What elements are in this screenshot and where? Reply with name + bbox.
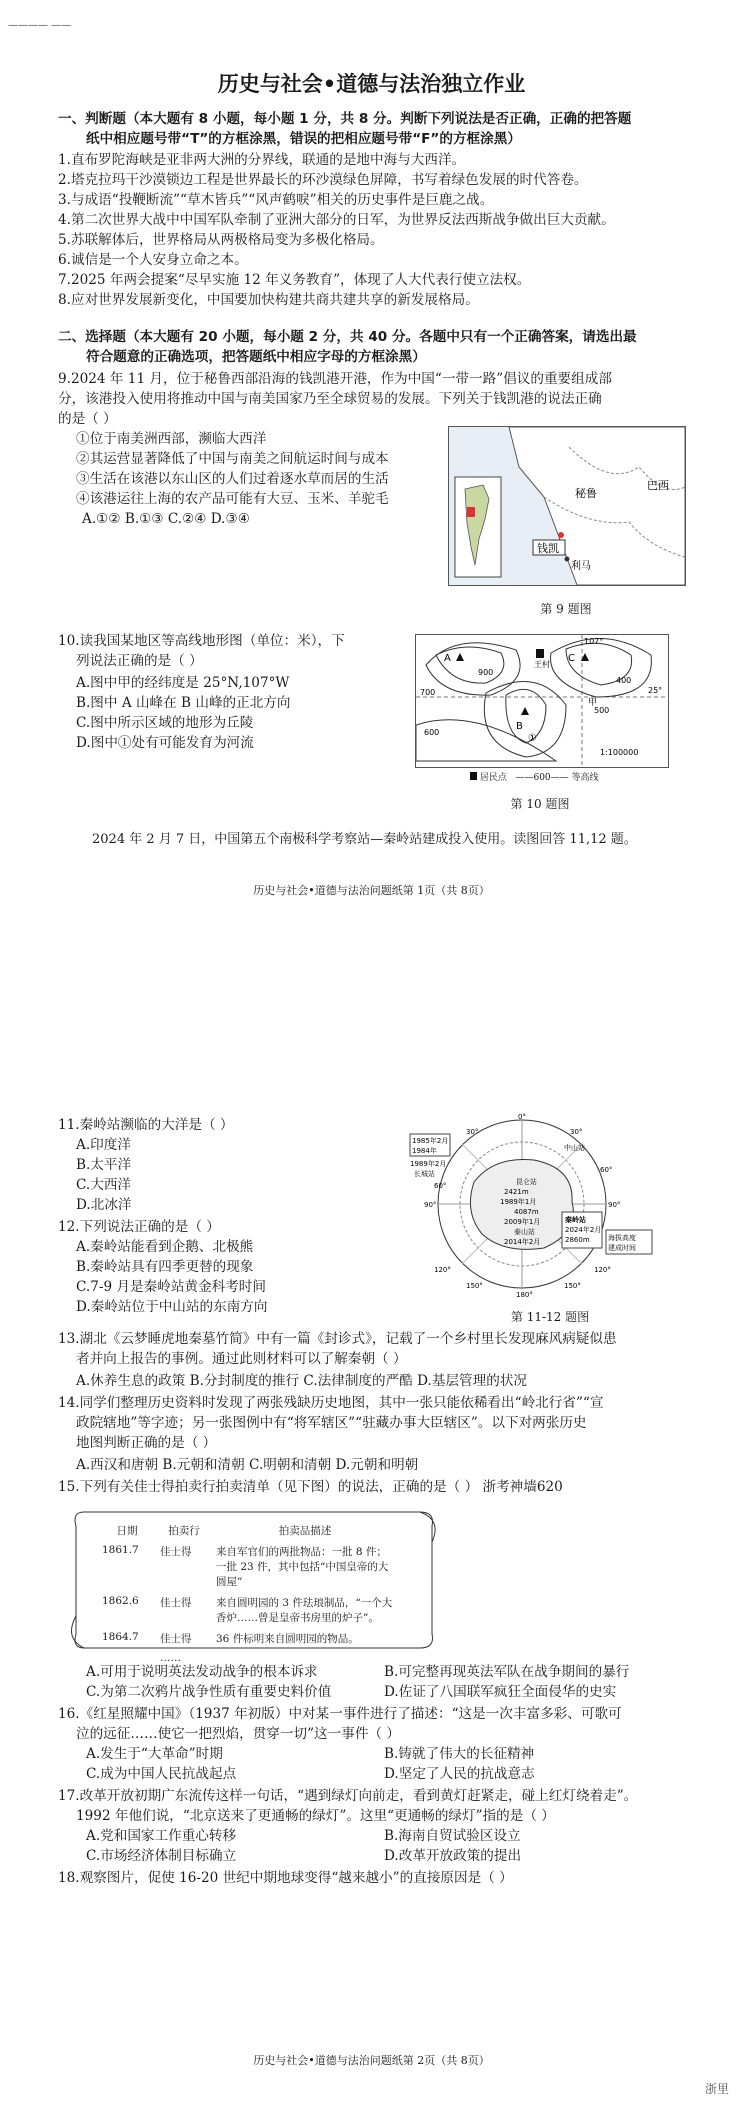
ant-label-9: 4087m (514, 1208, 539, 1216)
q15-options-row2 (86, 1683, 686, 1703)
ant-label-1: 1985年2月 (412, 1137, 449, 1145)
ant-label-6: 昆仑站 (516, 1178, 537, 1186)
q10-c700: 700 (420, 688, 436, 697)
ant-label-5: 中山站 (564, 1144, 585, 1152)
antarctic-map (404, 1112, 654, 1298)
q14-choices: A.西汉和唐朝 B.元朝和清朝 C.明朝和清朝 D.元朝和明朝 (76, 1457, 419, 1473)
q9-map-chancay: 钱凯 (537, 542, 559, 555)
q12-option-a: A.秦岭站能看到企鹅、北极熊 (76, 1239, 254, 1255)
q16-stem-line2: 泣的远征……使它一把烈焰，贯穿一切”这一事件（ ） (76, 1726, 400, 1742)
ant-deg-7: 150° (466, 1282, 483, 1290)
q10-map-svg (416, 635, 668, 767)
ant-date: 2024年2月 (565, 1226, 602, 1234)
part2-heading-line2: 符合题意的正确选项，把答题纸中相应字母的方框涂黑） (86, 349, 426, 365)
q9-stem-line3: 的是（ ） (58, 411, 117, 427)
ant-label-12: 2014年2月 (504, 1238, 541, 1246)
q16-options-row1 (86, 1745, 686, 1765)
q10-option-c: C.图中所示区域的地形为丘陵 (76, 715, 254, 731)
q13-stem-line1: 13.湖北《云梦睡虎地秦墓竹简》中有一篇《封诊式》，记载了一个乡村里长发现麻风病疑似患 (58, 1331, 617, 1347)
q9-option-2: ②其运营显著降低了中国与南美之间航运时间与成本 (76, 451, 389, 467)
ant-label-14: 建成时间 (608, 1244, 636, 1252)
q13-choices: A.休养生息的政策 B.分封制度的推行 C.法律制度的严酷 D.基层管理的状况 (76, 1373, 528, 1389)
q17-options-row1 (86, 1827, 686, 1847)
q9-map-brazil: 巴西 (647, 479, 669, 492)
q12-stem: 12.下列说法正确的是（ ） (58, 1219, 220, 1235)
auction-scroll (70, 1502, 442, 1664)
q17-option-a: A.党和国家工作重心转移 (86, 1828, 237, 1844)
ant-label-8: 1989年1月 (500, 1198, 537, 1206)
ant-deg-1: 30° (570, 1128, 583, 1136)
q9-caption: 第 9 题图 (540, 602, 592, 616)
q10-point-1: ① (528, 733, 537, 744)
ant-station: 秦岭站 (565, 1216, 586, 1224)
row1-house: 佳士得 (160, 1546, 192, 1558)
judge-item-4: 4.第二次世界大战中中国军队牵制了亚洲大部分的日军，为世界反法西斯战争做出巨大贡献。 (58, 212, 615, 228)
table-row (98, 1592, 398, 1628)
q10-legend-settlement: 居民点 (479, 773, 507, 783)
ant-label-10: 2009年1月 (504, 1218, 541, 1226)
ant-label-13: 海拔高度 (608, 1234, 636, 1242)
q14-stem-line3: 地图判断正确的是（ ） (76, 1435, 217, 1451)
row2-desc: 来自圆明园的 3 件珐琅制品，“一个大香炉……曾是皇帝书房里的炉子”。 (216, 1597, 393, 1624)
th-house: 拍卖行 (168, 1525, 200, 1537)
q16-stem-line1: 16.《红星照耀中国》（1937 年初版）中对某一事件进行了描述：“这是一次丰富多彩、可歌可 (58, 1706, 622, 1722)
auction-table (98, 1520, 398, 1667)
q9-map (448, 426, 686, 586)
q16-option-d: D.坚定了人民的抗战意志 (384, 1766, 535, 1782)
th-date: 日期 (116, 1525, 138, 1537)
row1-date: 1861.7 (102, 1544, 139, 1556)
ant-deg-8: 120° (434, 1266, 451, 1274)
q10-lon: 107° (584, 637, 604, 646)
q9-choices: A.①② B.①③ C.②④ D.③④ (82, 511, 250, 527)
q17-option-b: B.海南自贸试验区设立 (384, 1828, 521, 1844)
ant-deg-3: 90° (608, 1201, 621, 1209)
row3-date: 1864.7 (102, 1631, 139, 1643)
q10-contour-map (415, 634, 669, 768)
q18-stem: 18.观察图片，促使 16-20 世纪中期地球变得“越来越小”的直接原因是（ ） (58, 1870, 513, 1886)
row3-house: 佳士得 (160, 1633, 192, 1645)
q11-12-intro: 2024 年 2 月 7 日，中国第五个南极科学考察站—秦岭站建成投入使用。读图回答 11,12 题。 (92, 832, 637, 847)
judge-item-7: 7.2025 年两会提案“尽早实施 12 年义务教育”，体现了人大代表行使立法权。 (58, 272, 531, 288)
page2-footer: 历史与社会•道德与法治问题纸第 2页（共 8页） (253, 2054, 490, 2067)
ant-pos: 2860m (565, 1236, 590, 1244)
ant-deg-2: 60° (600, 1166, 613, 1174)
q10-peak-a: A (444, 653, 451, 664)
th-desc: 拍卖品描述 (278, 1525, 332, 1537)
q9-option-1: ①位于南美洲西部，濒临大西洋 (76, 431, 267, 447)
q10-peak-c: C (568, 653, 575, 664)
q10-jia: 甲 (588, 698, 598, 708)
judge-item-3: 3.与成语“投鞭断流”“草木皆兵”“风声鹤唳”相关的历史事件是巨鹿之战。 (58, 192, 494, 208)
row2-date: 1862.6 (102, 1595, 139, 1607)
q17-stem-line1: 17.改革开放初期广东流传这样一句话，“遇到绿灯向前走，看到黄灯赶紧走，碰上红灯绕着走”。 (58, 1788, 638, 1804)
q10-option-d: D.图中①处有可能发育为河流 (76, 735, 254, 751)
q10-legend-line: ——600—— (515, 773, 569, 783)
q10-village: 王村 (534, 660, 550, 669)
q9-option-3: ③生活在该港以东山区的人们过着逐水草而居的生活 (76, 471, 389, 487)
q9-map-lima: 利马 (571, 561, 591, 572)
ant-deg-9: 90° (424, 1201, 437, 1209)
page-title: 历史与社会•道德与法治独立作业 (217, 72, 526, 96)
row3-desc: 36 件标明来自圆明园的物品。 (216, 1633, 359, 1645)
judge-item-1: 1.直布罗陀海峡是亚非两大洲的分界线，联通的是地中海与大西洋。 (58, 152, 466, 168)
q10-scale: 1:100000 (600, 748, 639, 757)
q9-stem-line1: 9.2024 年 11 月，位于秘鲁西部沿海的钱凯港开港，作为中国“一带一路”倡议的重要组成部 (58, 371, 612, 387)
q17-options-row2 (86, 1847, 686, 1867)
q13-stem-line2: 者并向上报告的事例。通过此则材料可以了解秦朝（ ） (76, 1351, 407, 1367)
part2-heading-line1: 二、选择题（本大题有 20 小题，每小题 2 分，共 40 分。各题中只有一个正确答案，请选出最 (58, 329, 637, 345)
ant-deg-6: 180° (516, 1291, 533, 1298)
q10-legend (470, 770, 599, 783)
corner-note: ———— —— (8, 20, 72, 31)
q11-12-caption: 第 11-12 题图 (510, 1310, 590, 1324)
q10-c600: 600 (424, 728, 440, 737)
q15-options-row1 (86, 1663, 686, 1683)
ant-label-2: 1984年 (412, 1147, 437, 1155)
q17-option-c: C.市场经济体制目标确立 (86, 1848, 237, 1864)
q12-option-d: D.秦岭站位于中山站的东南方向 (76, 1299, 268, 1315)
ant-label-11: 泰山站 (514, 1228, 535, 1236)
q11-option-b: B.太平洋 (76, 1157, 132, 1173)
q14-stem-line1: 14.同学们整理历史资料时发现了两张残缺历史地图，其中一张只能依稀看出“岭北行省”“宣 (58, 1395, 604, 1411)
q12-option-b: B.秦岭站具有四季更替的现象 (76, 1259, 254, 1275)
q17-stem-line2: 1992 年他们说，“北京送来了更通畅的绿灯”。这里“更通畅的绿灯”指的是（ ） (76, 1808, 555, 1824)
page-1 (0, 0, 743, 1040)
q15-option-c: C.为第二次鸦片战争性质有重要史料价值 (86, 1684, 332, 1700)
q9-map-svg (449, 427, 685, 585)
q10-legend-contour: 等高线 (571, 773, 599, 783)
ant-deg-10: 60° (434, 1182, 447, 1190)
page1-footer: 历史与社会•道德与法治问题纸第 1页（共 8页） (253, 884, 490, 897)
q15-option-b: B.可完整再现英法军队在战争期间的暴行 (384, 1664, 630, 1680)
q11-option-c: C.大西洋 (76, 1177, 132, 1193)
page-2 (0, 1040, 743, 2104)
ant-deg-4: 120° (594, 1266, 611, 1274)
q12-option-c: C.7-9 月是秦岭站黄金科考时间 (76, 1279, 266, 1295)
q17-option-d: D.改革开放政策的提出 (384, 1848, 522, 1864)
q10-stem-line1: 10.读我国某地区等高线地形图（单位：米），下 (58, 633, 345, 649)
ant-label-7: 2421m (504, 1188, 529, 1196)
q10-option-b: B.图中 A 山峰在 B 山峰的正北方向 (76, 695, 291, 711)
row4-house: …… (160, 1652, 181, 1664)
q16-option-b: B.铸就了伟大的长征精神 (384, 1746, 535, 1762)
q16-option-a: A.发生于“大革命”时期 (86, 1746, 223, 1762)
antarctic-map-svg (404, 1112, 654, 1298)
ant-label-3: 1989年2月 (410, 1160, 447, 1168)
q10-stem-line2: 列说法正确的是（ ） (76, 653, 203, 669)
table-row (98, 1628, 398, 1649)
q10-option-a: A.图中甲的经纬度是 25°N,107°W (76, 675, 290, 691)
row2-house: 佳士得 (160, 1597, 192, 1609)
q15-option-d: D.佐证了八国联军疯狂全面侵华的史实 (384, 1684, 617, 1700)
q11-option-a: A.印度洋 (76, 1137, 131, 1153)
q10-c500: 500 (594, 706, 610, 715)
part1-heading-line2: 纸中相应题号带“T”的方框涂黑，错误的把相应题号带“F”的方框涂黑） (86, 131, 521, 147)
q11-option-d: D.北冰洋 (76, 1197, 132, 1213)
q9-option-4: ④该港运往上海的农产品可能有大豆、玉米、羊驼毛 (76, 491, 389, 507)
judge-item-2: 2.塔克拉玛干沙漠锁边工程是世界最长的环沙漠绿色屏障，书写着绿色发展的时代答卷。 (58, 172, 588, 188)
q10-peak-b: B (516, 721, 523, 732)
q9-map-peru: 秘鲁 (575, 487, 597, 500)
q9-stem-line2: 分，该港投入使用将推动中国与南美国家乃至全球贸易的发展。下列关于钱凯港的说法正确 (58, 391, 602, 407)
part1-heading-line1: 一、判断题（本大题有 8 小题，每小题 1 分，共 8 分。判断下列说法是否正确，正确的把答题 (58, 111, 632, 127)
judge-item-8: 8.应对世界发展新变化，中国要加快构建共商共建共享的新发展格局。 (58, 292, 479, 308)
ant-deg-5: 150° (564, 1282, 581, 1290)
q14-stem-line2: 政院辖地”等字迹；另一张图例中有“将军辖区”“驻藏办事大臣辖区”。以下对两张历史 (76, 1415, 587, 1431)
q10-lat: 25° (648, 686, 663, 695)
q10-c900: 900 (478, 668, 494, 677)
judge-item-5: 5.苏联解体后，世界格局从两极格局变为多极化格局。 (58, 232, 384, 248)
row1-desc: 来自军官们的两批物品：一批 8 件；一批 23 件，其中包括“中国皇帝的大圆屋” (216, 1546, 389, 1588)
q10-c400: 400 (616, 676, 632, 685)
ant-deg-11: 30° (466, 1128, 479, 1136)
q15-stem: 15.下列有关佳士得拍卖行拍卖清单（见下图）的说法，正确的是（ ） 浙考神墙620 (58, 1479, 563, 1495)
q16-options-row2 (86, 1765, 686, 1785)
table-row (98, 1541, 398, 1592)
ant-deg-0: 0° (518, 1113, 526, 1121)
q11-stem: 11.秦岭站濒临的大洋是（ ） (58, 1117, 234, 1133)
watermark: 浙里 (704, 2082, 729, 2096)
q16-option-c: C.成为中国人民抗战起点 (86, 1766, 237, 1782)
q10-caption: 第 10 题图 (510, 797, 570, 811)
ant-label-4: 长城站 (414, 1170, 435, 1178)
q15-option-a: A.可用于说明英法发动战争的根本诉求 (86, 1664, 318, 1680)
judge-item-6: 6.诚信是一个人安身立命之本。 (58, 252, 248, 268)
